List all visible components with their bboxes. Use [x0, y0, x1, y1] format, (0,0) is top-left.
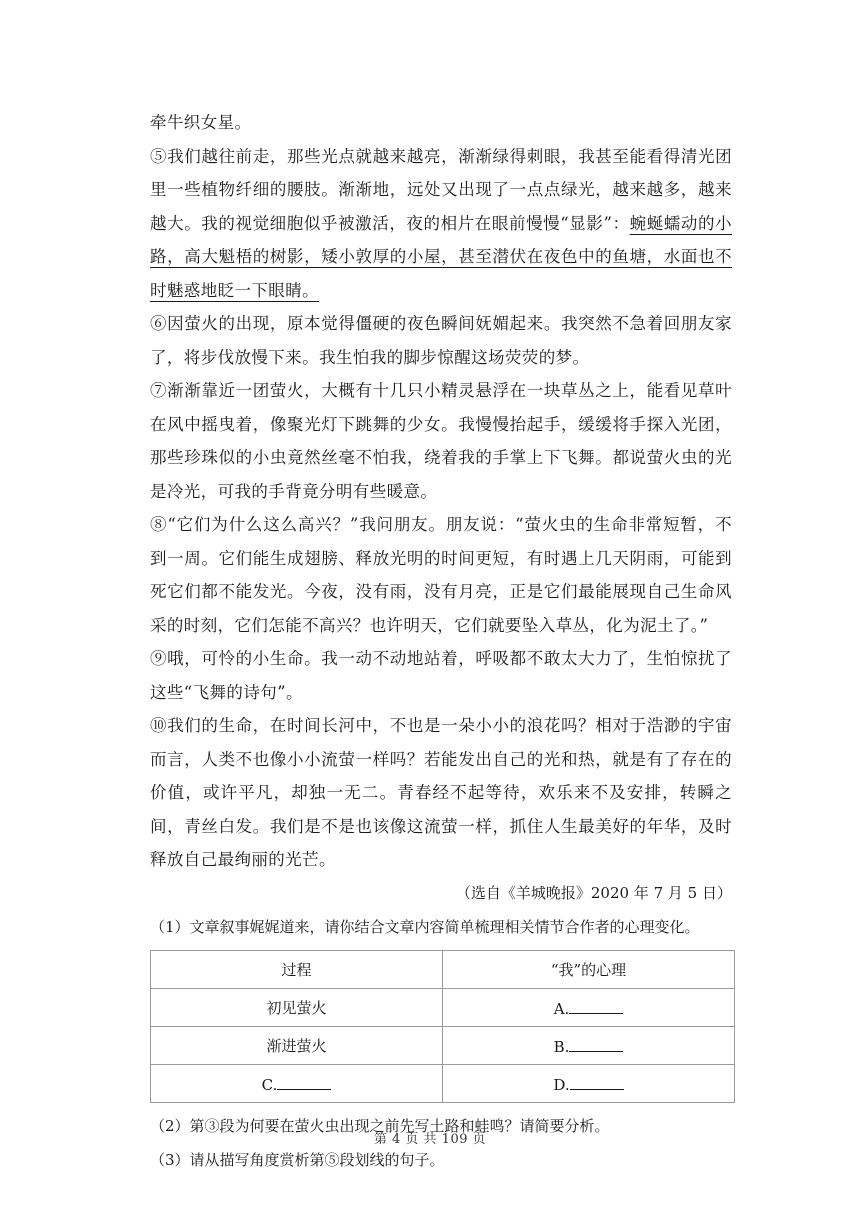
page-footer: 第 4 页 共 109 页 [373, 1132, 487, 1147]
cell-label: 渐进萤火 [266, 1036, 327, 1055]
question-1: （1）文章叙事娓娓道来，请你结合文章内容简单梳理相关情节合作者的心理变化。 [150, 917, 700, 936]
table-cell [151, 1026, 443, 1064]
article-paragraph [150, 374, 732, 508]
cell-label: C. [261, 1075, 278, 1094]
cell-label: D. [553, 1075, 570, 1094]
underlined-sentence: 蜿蜒蠕动的小路，高大魁梧的树影，矮小敦厚的小屋，甚至潜伏在夜色中的鱼塘，水面也不时魅惑地眨一下眼睛。 [150, 213, 732, 300]
table-header-row [151, 950, 735, 988]
article-paragraph [150, 140, 732, 308]
answer-blank[interactable] [277, 1073, 331, 1090]
table-header-cell: 过程 [151, 950, 443, 988]
article-body [150, 106, 732, 877]
article-paragraph [150, 307, 732, 374]
paragraph-text: ⑤我们越往前走，那些光点就越来越亮，渐渐绿得刺眼，我甚至能看得清光团里一些植物纤细的腰肢。渐渐地，远处又出现了一点点绿光，越来越多，越来越大。我的视觉细胞似乎被激活，夜的相片在眼前慢慢“显影”： [150, 146, 732, 233]
table-cell [443, 1026, 735, 1064]
article-paragraph [150, 508, 732, 642]
question-2: （2）第③段为何要在萤火虫出现之前先写土路和蛙鸣？请简要分析。 [150, 1116, 610, 1135]
cell-label: B. [553, 1037, 570, 1056]
table-cell [443, 1064, 735, 1102]
table-cell [443, 988, 735, 1026]
answer-table [150, 950, 735, 1103]
table-cell [151, 1064, 443, 1102]
source-citation: （选自《羊城晚报》2020 年 7 月 5 日） [455, 883, 732, 902]
article-paragraph [150, 642, 732, 709]
paragraph-text: ⑧“它们为什么这么高兴？”我问朋友。朋友说：“萤火虫的生命非常短暂，不到一周。它们能生成翅膀、释放光明的时间更短，有时遇上几天阴雨，可能到死它们都不能发光。今夜，没有雨，没有月亮，正是它们最能展现自己生命风采的时刻，它们怎能不高兴？也许明天，它们就要坠入草丛，化为泥土了。” [150, 515, 732, 635]
paragraph-text: ⑩我们的生命，在时间长河中，不也是一朵小小的浪花吗？相对于浩渺的宇宙而言，人类不也像小小流萤一样吗？若能发出自己的光和热，就是有了存在的价值，或许平凡，却独一无二。青春经不起等待，欢乐来不及安排，转瞬之间，青丝白发。我们是不是也该像这流萤一样，抓住人生最美好的年华，及时释放自己最绚丽的光芒。 [150, 716, 732, 869]
table-row [151, 1026, 735, 1064]
table-row [151, 1064, 735, 1102]
table-header-cell: “我”的心理 [443, 950, 735, 988]
answer-blank[interactable] [570, 1073, 624, 1090]
table-cell [151, 988, 443, 1026]
answer-blank[interactable] [569, 1035, 623, 1052]
cell-label: 初见萤火 [266, 998, 327, 1017]
cell-label: A. [553, 999, 570, 1018]
question-3: （3）请从描写角度赏析第⑤段划线的句子。 [150, 1150, 445, 1169]
paragraph-text: ⑦渐渐靠近一团萤火，大概有十几只小精灵悬浮在一块草丛之上，能看见草叶在风中摇曳着，像聚光灯下跳舞的少女。我慢慢抬起手，缓缓将手探入光团，那些珍珠似的小虫竟然丝毫不怕我，绕着我的手掌上下飞舞。都说萤火虫的光是冷光，可我的手背竟分明有些暖意。 [150, 381, 732, 501]
article-paragraph [150, 106, 732, 140]
paragraph-text: ⑨哦，可怜的小生命。我一动不动地站着，呼吸都不敢太大力了，生怕惊扰了这些“飞舞的诗句”。 [150, 649, 732, 702]
article-paragraph [150, 709, 732, 877]
paragraph-text: ⑥因萤火的出现，原本觉得僵硬的夜色瞬间妩媚起来。我突然不急着回朋友家了，将步伐放慢下来。我生怕我的脚步惊醒这场荧荧的梦。 [150, 314, 732, 367]
paragraph-text: 牵牛织女星。 [150, 113, 252, 132]
article-content [150, 106, 732, 1177]
table-row [151, 988, 735, 1026]
answer-blank[interactable] [569, 997, 623, 1014]
